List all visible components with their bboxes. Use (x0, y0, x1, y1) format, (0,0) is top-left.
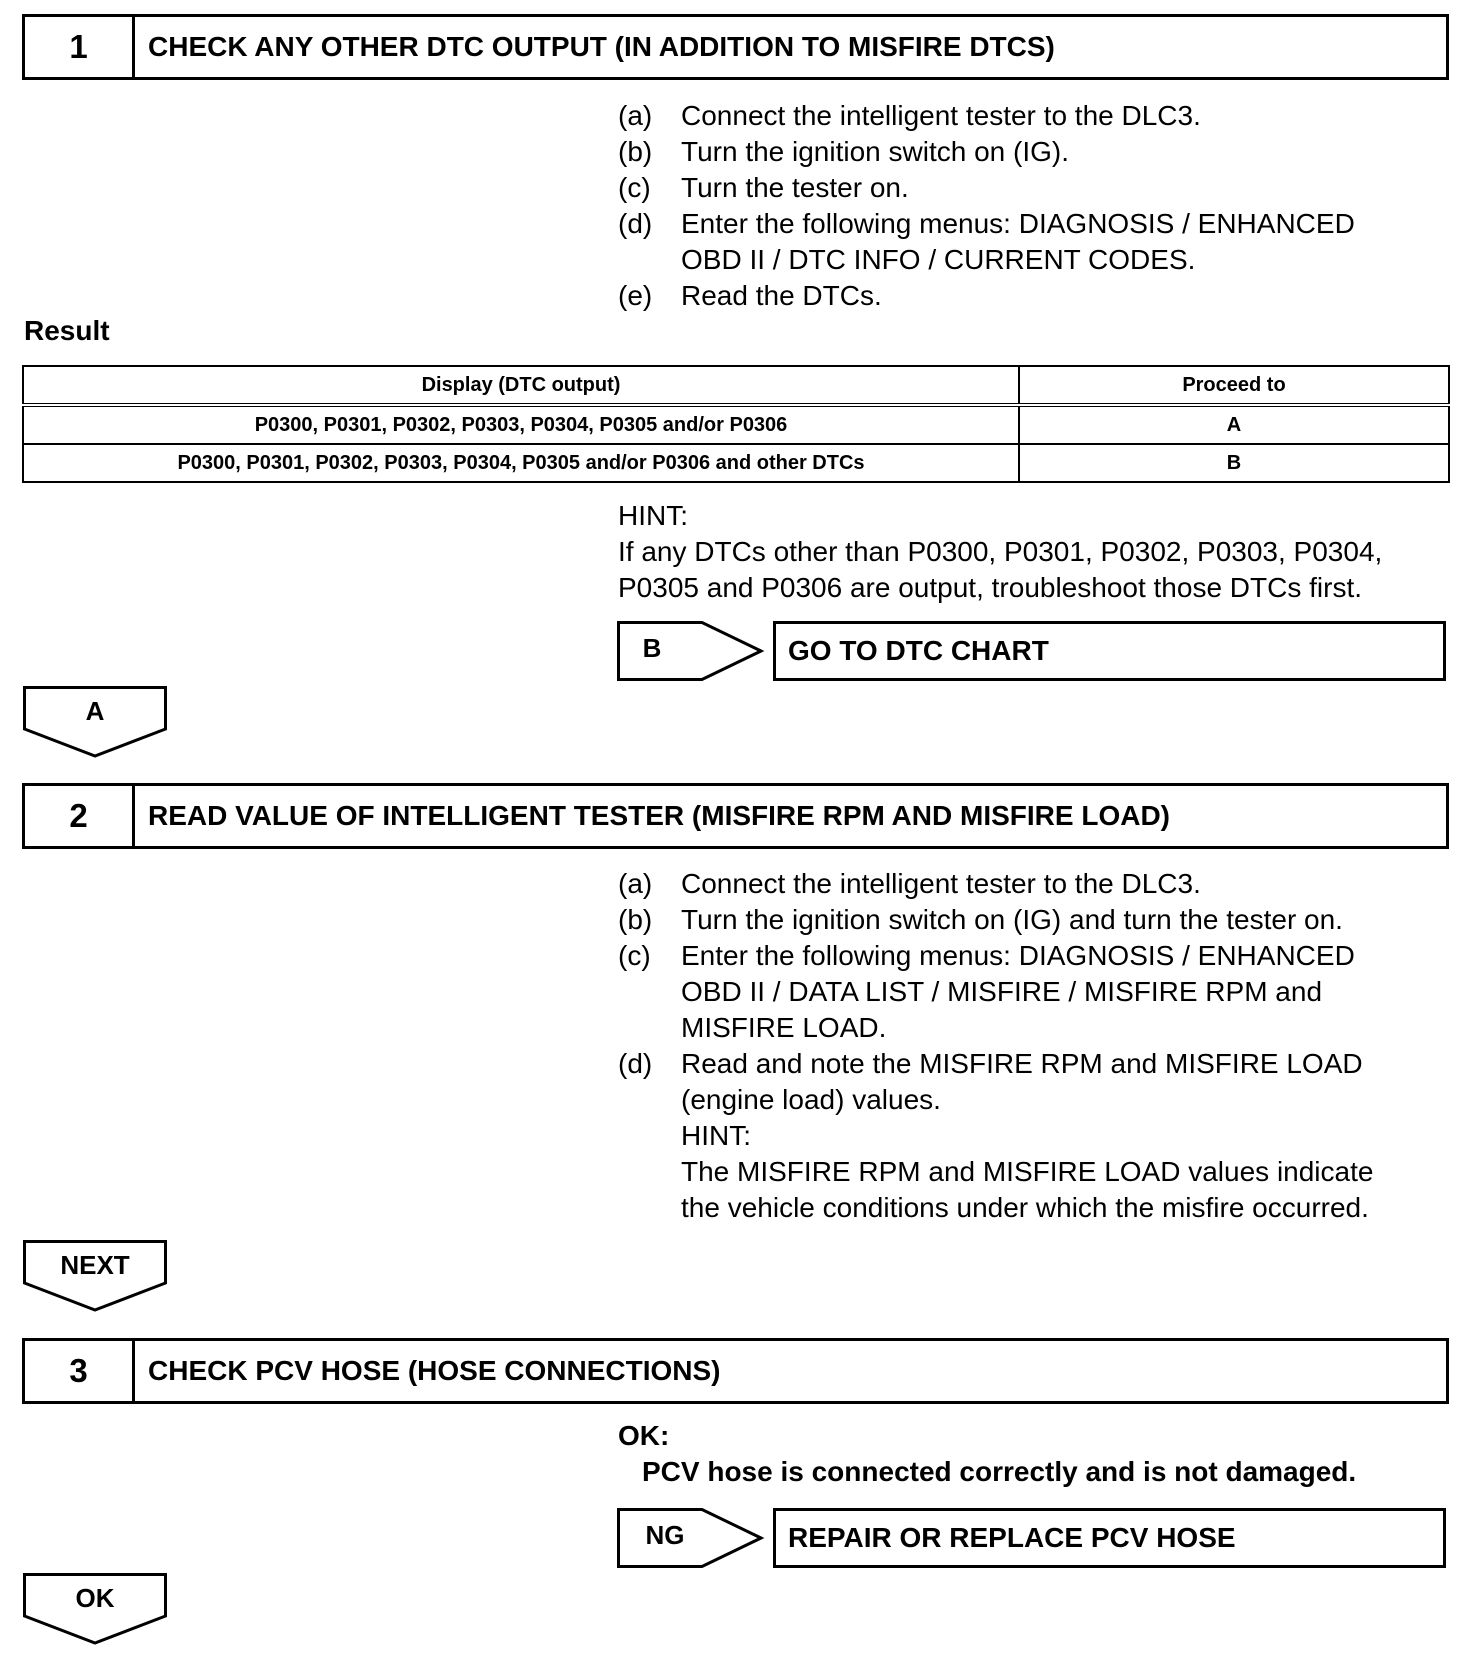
branch-destination: GO TO DTC CHART (773, 621, 1446, 681)
branch-ng-outcome[interactable] (617, 1508, 1447, 1570)
tag-label: NEXT (60, 1249, 130, 1280)
table-cell: B (1019, 444, 1449, 482)
table-row (23, 444, 1449, 482)
instruction-item: (a) Connect the intelligent tester to the DLC3. (618, 868, 1201, 899)
step-2-instructions (618, 866, 1373, 1226)
branch-destination: REPAIR OR REPLACE PCV HOSE (773, 1508, 1446, 1568)
step-title: CHECK ANY OTHER DTC OUTPUT (IN ADDITION TO MISFIRE DTCS) (148, 31, 1055, 62)
hint-title: HINT: (618, 500, 688, 531)
ok-criteria: PCV hose is connected correctly and is not damaged. (642, 1456, 1357, 1487)
step-title: READ VALUE OF INTELLIGENT TESTER (MISFIRE RPM AND MISFIRE LOAD) (148, 800, 1170, 831)
hint-line: If any DTCs other than P0300, P0301, P0302, P0303, P0304, (618, 536, 1383, 567)
step-number: 3 (25, 1341, 135, 1401)
result-label: Result (24, 315, 110, 346)
table-cell: P0300, P0301, P0302, P0303, P0304, P0305 and/or P0306 and other DTCs (23, 444, 1019, 482)
column-header: Proceed to (1019, 366, 1449, 405)
table-row (23, 405, 1449, 444)
tag-label: A (85, 695, 105, 726)
step-number: 2 (25, 786, 135, 846)
step-1-header (22, 14, 1449, 80)
instruction-item: (c) Turn the tester on. (618, 172, 909, 203)
result-a-tag[interactable] (23, 686, 167, 758)
branch-tag (617, 1508, 775, 1568)
instruction-item: (a) Connect the intelligent tester to the DLC3. (618, 100, 1201, 131)
instruction-item: (b) Turn the ignition switch on (IG). (618, 136, 1070, 167)
branch-label: NG (645, 1519, 685, 1550)
instruction-item: (e) Read the DTCs. (618, 280, 882, 311)
step-number: 1 (25, 17, 135, 77)
step-title: CHECK PCV HOSE (HOSE CONNECTIONS) (148, 1355, 721, 1386)
instruction-item: (d) Enter the following menus: DIAGNOSIS / ENHANCED OBD II / DTC INFO / CURRENT CODES. (618, 208, 1355, 275)
step-2-header (22, 783, 1449, 849)
step-3-header (22, 1338, 1449, 1404)
step-1-instructions (618, 98, 1355, 314)
table-cell: P0300, P0301, P0302, P0303, P0304, P0305 and/or P0306 (23, 405, 1019, 444)
column-header: Display (DTC output) (23, 366, 1019, 405)
table-cell: A (1019, 405, 1449, 444)
branch-label: B (642, 632, 662, 663)
instruction-item: (b) Turn the ignition switch on (IG) and turn the tester on. (618, 904, 1343, 935)
tag-label: OK (75, 1582, 115, 1613)
ok-title: OK: (618, 1420, 670, 1451)
branch-tag (617, 621, 775, 681)
instruction-item: (c) Enter the following menus: DIAGNOSIS / ENHANCED OBD II / DATA LIST / MISFIRE / MISFIRE RPM and MISFIRE LOAD. (618, 940, 1355, 1043)
branch-b-outcome[interactable] (617, 621, 1447, 683)
hint-line: P0305 and P0306 are output, troubleshoot those DTCs first. (618, 572, 1363, 603)
result-table (22, 365, 1450, 483)
next-tag[interactable] (23, 1240, 167, 1312)
ok-tag[interactable] (23, 1573, 167, 1645)
instruction-item: (d) Read and note the MISFIRE RPM and MISFIRE LOAD (engine load) values. HINT: The MISFIRE RPM and MISFIRE LOAD values indicate the vehicle conditions under which the misfire occurred. (618, 1048, 1374, 1223)
table-header-row (23, 366, 1449, 405)
